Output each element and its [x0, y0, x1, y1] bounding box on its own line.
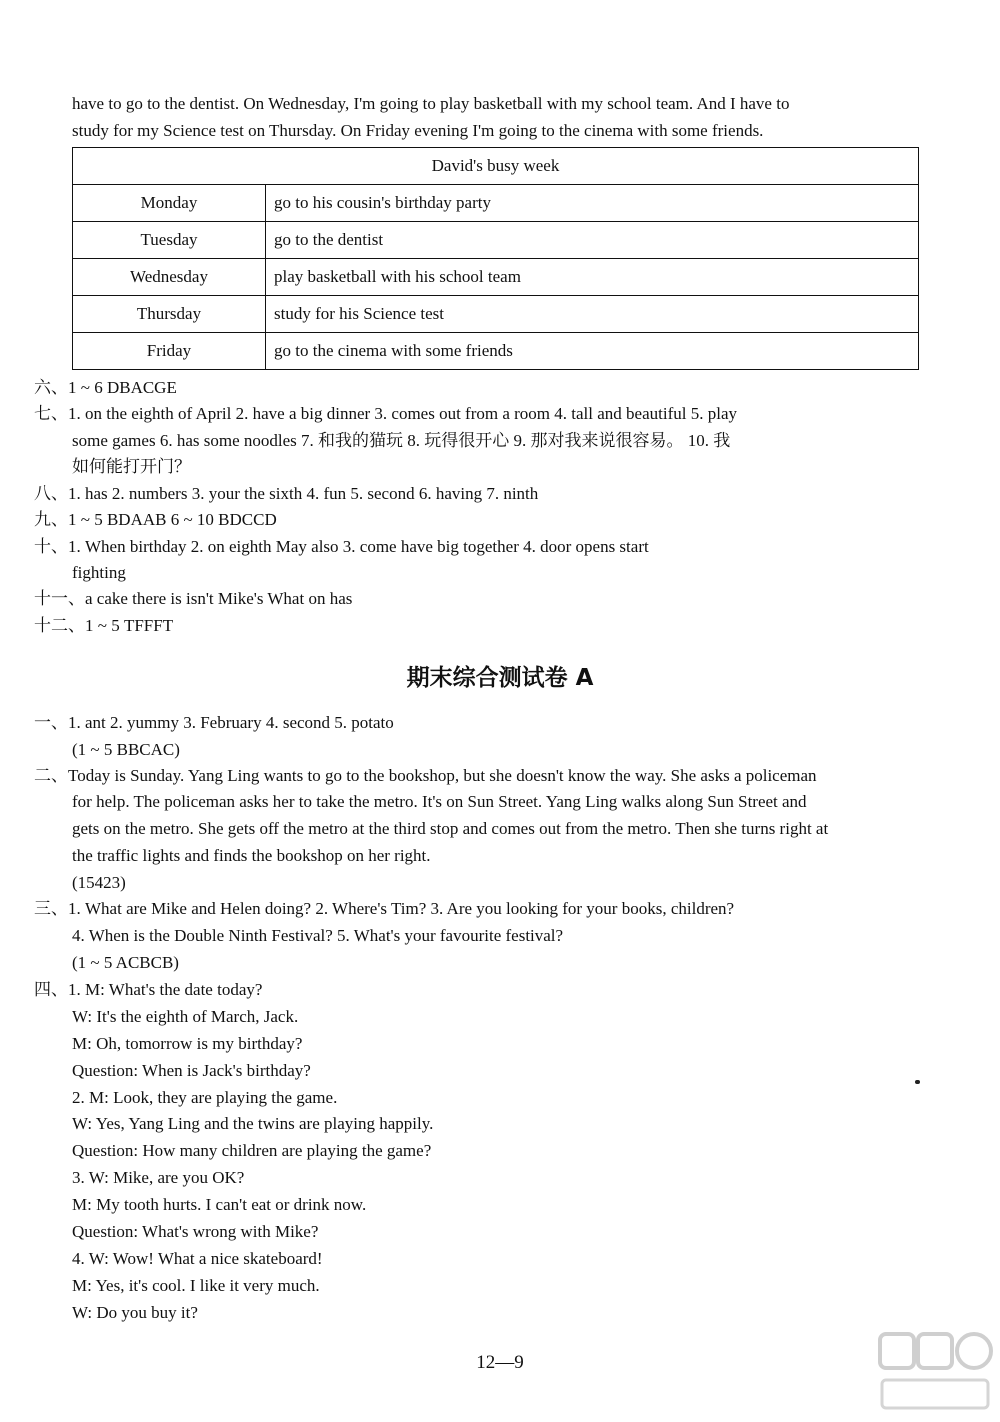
- activity-cell: study for his Science test: [266, 296, 919, 333]
- answer-line: 十二、1 ~ 5 TFFFT: [34, 616, 174, 635]
- day-cell: Friday: [73, 333, 266, 370]
- page-number: 12—9: [476, 1352, 524, 1373]
- day-cell: Thursday: [73, 296, 266, 333]
- day-cell: Monday: [73, 185, 266, 222]
- answer-line: (15423): [72, 873, 126, 892]
- answer-line: 四、1. M: What's the date today?: [34, 980, 263, 999]
- answer-line: Question: What's wrong with Mike?: [72, 1222, 319, 1241]
- answer-line: W: Yes, Yang Ling and the twins are playing happily.: [72, 1114, 434, 1133]
- busy-week-table: [72, 147, 919, 370]
- answer-line: 九、1 ~ 5 BDAAB 6 ~ 10 BDCCD: [34, 510, 277, 529]
- table-title-row: [73, 148, 919, 185]
- table-row: [73, 333, 919, 370]
- answer-line: 六、1 ~ 6 DBACGE: [34, 378, 177, 397]
- answer-line: 4. W: Wow! What a nice skateboard!: [72, 1249, 323, 1268]
- answer-line: M: Yes, it's cool. I like it very much.: [72, 1276, 320, 1295]
- answer-line: M: Oh, tomorrow is my birthday?: [72, 1034, 303, 1053]
- answer-line: 十一、a cake there is isn't Mike's What on has: [34, 589, 353, 608]
- answer-line: for help. The policeman asks her to take the metro. It's on Sun Street. Yang Ling walks along Sun Street and: [72, 792, 807, 811]
- table-title: David's busy week: [73, 148, 919, 185]
- activity-cell: go to his cousin's birthday party: [266, 185, 919, 222]
- answer-line: fighting: [72, 563, 126, 582]
- answer-line: Question: How many children are playing the game?: [72, 1141, 432, 1160]
- table-row: [73, 222, 919, 259]
- answer-line: 如何能打开门？: [72, 457, 191, 476]
- answer-line: 一、1. ant 2. yummy 3. February 4. second 5. potato: [34, 713, 394, 732]
- table-row: [73, 185, 919, 222]
- answer-line: 3. W: Mike, are you OK?: [72, 1168, 245, 1187]
- answer-line: (1 ~ 5 BBCAC): [72, 740, 180, 759]
- day-cell: Wednesday: [73, 259, 266, 296]
- answer-line: gets on the metro. She gets off the metro at the third stop and comes out from the metro. Then she turns right at: [72, 819, 829, 838]
- watermark-logo-icon: [878, 1330, 993, 1414]
- answer-line: W: Do you buy it?: [72, 1303, 198, 1322]
- answer-line: 4. When is the Double Ninth Festival? 5. What's your favourite festival?: [72, 926, 564, 945]
- answer-line: 2. M: Look, they are playing the game.: [72, 1088, 338, 1107]
- activity-cell: go to the cinema with some friends: [266, 333, 919, 370]
- section-heading: 期末综合测试卷 A: [406, 665, 594, 691]
- activity-cell: play basketball with his school team: [266, 259, 919, 296]
- answer-line: Question: When is Jack's birthday?: [72, 1061, 311, 1080]
- answer-line: 八、1. has 2. numbers 3. your the sixth 4. fun 5. second 6. having 7. ninth: [34, 484, 539, 503]
- answer-line: (1 ~ 5 ACBCB): [72, 953, 179, 972]
- intro-line-1: have to go to the dentist. On Wednesday, I'm going to play basketball with my school team. And I have to: [72, 94, 790, 113]
- table-row: [73, 259, 919, 296]
- answer-line: 七、1. on the eighth of April 2. have a big dinner 3. comes out from a room 4. tall and beautiful 5. play: [34, 404, 737, 423]
- answer-line: the traffic lights and finds the bookshop on her right.: [72, 846, 431, 865]
- answer-line: 三、1. What are Mike and Helen doing? 2. Where's Tim? 3. Are you looking for your books, children?: [34, 899, 735, 918]
- answer-line: 二、Today is Sunday. Yang Ling wants to go to the bookshop, but she doesn't know the way. She asks a policeman: [34, 766, 817, 785]
- answer-line: some games 6. has some noodles 7. 和我的猫玩 8. 玩得很开心 9. 那对我来说很容易。 10. 我: [72, 431, 731, 450]
- day-cell: Tuesday: [73, 222, 266, 259]
- answer-line: 十、1. When birthday 2. on eighth May also 3. come have big together 4. door opens start: [34, 537, 649, 556]
- activity-cell: go to the dentist: [266, 222, 919, 259]
- table-row: [73, 296, 919, 333]
- intro-line-2: study for my Science test on Thursday. On Friday evening I'm going to the cinema with some friends.: [72, 121, 764, 140]
- answer-line: W: It's the eighth of March, Jack.: [72, 1007, 299, 1026]
- ink-dot: [915, 1080, 920, 1084]
- answer-line: M: My tooth hurts. I can't eat or drink now.: [72, 1195, 367, 1214]
